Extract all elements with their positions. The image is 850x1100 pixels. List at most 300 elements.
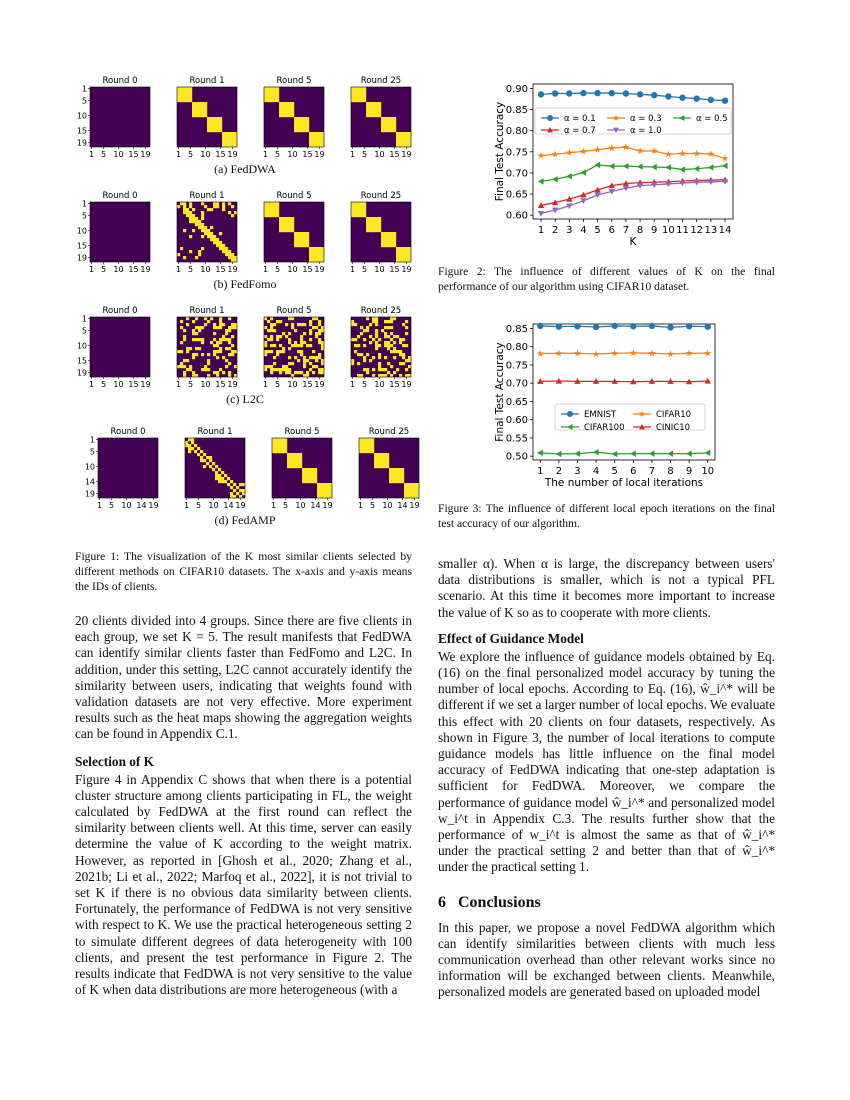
- x-tick-label: 19: [314, 265, 325, 274]
- y-tick-label: 15: [76, 241, 87, 251]
- heatmap-cell: [189, 250, 192, 253]
- heatmap-cell: [401, 471, 404, 474]
- heatmap-cell: [186, 208, 189, 211]
- heatmap-cell: [204, 229, 207, 232]
- heatmap-cell: [362, 447, 365, 450]
- heatmap-cell: [231, 326, 234, 329]
- heatmap-cell: [387, 362, 390, 365]
- heatmap-cell: [399, 338, 402, 341]
- heatmap-cell: [380, 459, 383, 462]
- heatmap-cell: [222, 247, 225, 250]
- heatmap-cell: [303, 126, 306, 129]
- heatmap-cell: [213, 238, 216, 241]
- heatmap-cell: [309, 329, 312, 332]
- heatmap-cell: [365, 444, 368, 447]
- heatmap-cell: [228, 371, 231, 374]
- heatmap-cell: [239, 489, 242, 492]
- heatmap-cell: [399, 350, 402, 353]
- heatmap-cell: [380, 462, 383, 465]
- heatmap-cell: [198, 253, 201, 256]
- heatmap-title: Round 25: [360, 76, 402, 86]
- heatmap-cell: [378, 220, 381, 223]
- heatmap-cell: [186, 99, 189, 102]
- heatmap-cell: [393, 335, 396, 338]
- heatmap-cell: [405, 326, 408, 329]
- heatmap-cell: [183, 229, 186, 232]
- heatmap-cell: [299, 456, 302, 459]
- right-paragraph-1: smaller α). When α is large, the discrepancy between users' data distributions is smaller, which is not a typical PFL scenario. At this time it becomes more important to increase the value of K so as to cooperate with more clients.: [438, 556, 775, 620]
- heatmap-cell: [282, 114, 285, 117]
- data-point: [547, 115, 553, 121]
- heatmap-cell: [306, 123, 309, 126]
- heatmap-cell: [192, 220, 195, 223]
- heatmap-cell: [204, 102, 207, 105]
- figure-1-caption-text: Figure 1: The visualization of the K most similar clients selected by different methods on CIFAR10 datasets. The x-axis and y-axis means the IDs of clients.: [75, 550, 412, 593]
- heatmap-cell: [359, 444, 362, 447]
- x-tick-label: 5: [187, 265, 194, 274]
- heatmap-cell: [279, 114, 282, 117]
- heatmap-cell: [276, 320, 279, 323]
- x-tick-label: 2: [555, 466, 563, 477]
- heatmap-cell: [183, 99, 186, 102]
- heatmap-cell: [357, 344, 360, 347]
- figure-1-heatmaps: [70, 68, 420, 538]
- heatmap-cell: [395, 477, 398, 480]
- heatmap-cell: [311, 468, 314, 471]
- heatmap-cell: [189, 235, 192, 238]
- heatmap-cell: [323, 486, 326, 489]
- data-point: [686, 323, 692, 329]
- heatmap-cell: [297, 241, 300, 244]
- heatmap-cell: [372, 217, 375, 220]
- heatmap-cell: [357, 87, 360, 90]
- heatmap-cell: [228, 138, 231, 141]
- heatmap-cell: [393, 350, 396, 353]
- heatmap-cell: [270, 344, 273, 347]
- y-axis-label: Final Test Accuracy: [494, 342, 506, 442]
- heatmap-cell: [267, 202, 270, 205]
- heatmap-cell: [390, 126, 393, 129]
- heatmap-cell: [398, 477, 401, 480]
- heatmap-cell: [392, 480, 395, 483]
- heatmap-cell: [374, 462, 377, 465]
- heatmap-cell: [207, 126, 210, 129]
- heatmap-cell: [384, 335, 387, 338]
- y-tick-label: 10: [76, 226, 87, 236]
- heatmap-cell: [291, 362, 294, 365]
- heatmap-cell: [306, 344, 309, 347]
- heatmap-cell: [317, 489, 320, 492]
- heatmap-cell: [279, 229, 282, 232]
- heatmap-cell: [399, 247, 402, 250]
- x-tick-label: 5: [369, 501, 376, 510]
- heatmap-cell: [285, 371, 288, 374]
- heatmap-cell: [270, 323, 273, 326]
- heatmap-cell: [189, 202, 192, 205]
- heatmap-cell: [368, 450, 371, 453]
- heatmap-cell: [222, 338, 225, 341]
- heatmap-cell: [276, 205, 279, 208]
- heatmap-cell: [384, 356, 387, 359]
- heatmap-cell: [219, 117, 222, 120]
- heatmap-cell: [297, 371, 300, 374]
- heatmap-cell: [228, 362, 231, 365]
- heatmap-cell: [294, 117, 297, 120]
- heatmap-cell: [291, 326, 294, 329]
- heatmap-cell: [267, 338, 270, 341]
- heatmap-cell: [219, 241, 222, 244]
- figure-2-caption: [438, 264, 775, 294]
- heatmap-cell: [366, 329, 369, 332]
- heatmap-cell: [282, 368, 285, 371]
- heatmap-cell: [396, 250, 399, 253]
- heatmap-cell: [177, 205, 180, 208]
- heatmap-cell: [318, 332, 321, 335]
- heatmap-cell: [309, 247, 312, 250]
- heatmap-cell: [219, 247, 222, 250]
- heatmap-cell: [293, 462, 296, 465]
- heatmap-cell: [381, 123, 384, 126]
- heatmap-cell: [299, 465, 302, 468]
- x-tick-label: 7: [622, 225, 630, 236]
- heatmap-cell: [315, 138, 318, 141]
- heatmap-cell: [279, 344, 282, 347]
- heatmap-cell: [231, 205, 234, 208]
- heatmap-cell: [387, 241, 390, 244]
- heatmap-cell: [264, 90, 267, 93]
- heatmap-cell: [387, 232, 390, 235]
- heatmap-cell: [375, 105, 378, 108]
- heatmap-cell: [291, 108, 294, 111]
- y-tick-label: 0.50: [505, 451, 528, 463]
- heatmap-cell: [378, 362, 381, 365]
- heatmap-cell: [279, 217, 282, 220]
- heatmap-cell: [405, 141, 408, 144]
- heatmap-cell: [288, 332, 291, 335]
- heatmap-cell: [288, 105, 291, 108]
- heatmap-cell: [290, 453, 293, 456]
- heatmap-background: [90, 202, 150, 262]
- heatmap-cell: [207, 120, 210, 123]
- heatmap-title: Round 0: [102, 306, 138, 316]
- heatmap-cell: [351, 90, 354, 93]
- heatmap-cell: [287, 465, 290, 468]
- heatmap-cell: [279, 368, 282, 371]
- heatmap-cell: [287, 459, 290, 462]
- heatmap-cell: [222, 335, 225, 338]
- heatmap-cell: [387, 117, 390, 120]
- heatmap-cell: [213, 241, 216, 244]
- heatmap-cell: [323, 492, 326, 495]
- heatmap-cell: [228, 250, 231, 253]
- heatmap-cell: [395, 471, 398, 474]
- heatmap-cell: [228, 341, 231, 344]
- heatmap-cell: [204, 114, 207, 117]
- y-tick-label: 0.55: [505, 433, 528, 445]
- heatmap-cell: [185, 444, 188, 447]
- heatmap-cell: [387, 235, 390, 238]
- heatmap-cell: [270, 202, 273, 205]
- heatmap-cell: [296, 459, 299, 462]
- plot-area: [533, 324, 715, 460]
- heatmap-cell: [393, 120, 396, 123]
- data-point: [705, 323, 711, 329]
- heatmap-cell: [288, 317, 291, 320]
- heatmap-cell: [284, 450, 287, 453]
- heatmap-cell: [183, 359, 186, 362]
- heatmap-cell: [392, 471, 395, 474]
- heatmap-cell: [351, 205, 354, 208]
- heatmap-cell: [398, 468, 401, 471]
- heatmap-cell: [389, 477, 392, 480]
- heatmap-cell: [285, 335, 288, 338]
- heatmap-cell: [228, 211, 231, 214]
- heatmap-background: [98, 438, 158, 498]
- heatmap-cell: [294, 371, 297, 374]
- heatmap-cell: [372, 114, 375, 117]
- heatmap-cell: [378, 344, 381, 347]
- heatmap-cell: [296, 465, 299, 468]
- heatmap-cell: [231, 353, 234, 356]
- heatmap-cell: [399, 141, 402, 144]
- heatmap-cell: [294, 341, 297, 344]
- x-tick-label: 1: [349, 380, 356, 389]
- heatmap-cell: [392, 477, 395, 480]
- heatmap-cell: [222, 138, 225, 141]
- heatmap-cell: [281, 450, 284, 453]
- heatmap-cell: [360, 99, 363, 102]
- heatmap-cell: [363, 211, 366, 214]
- x-tick-label: 1: [357, 501, 364, 510]
- heatmap-cell: [357, 208, 360, 211]
- heatmap-cell: [198, 226, 201, 229]
- heatmap-cell: [291, 229, 294, 232]
- heatmap-cell: [216, 126, 219, 129]
- heatmap-cell: [186, 350, 189, 353]
- heatmap-cell: [207, 232, 210, 235]
- heatmap-cell: [357, 353, 360, 356]
- heatmap-row-3: [77, 306, 412, 389]
- heatmap-cell: [291, 323, 294, 326]
- heatmap-cell: [294, 126, 297, 129]
- section-number: 6: [438, 893, 446, 911]
- heatmap-cell: [300, 335, 303, 338]
- heatmap-cell: [222, 202, 225, 205]
- heatmap-cell: [393, 244, 396, 247]
- heatmap-cell: [303, 235, 306, 238]
- heatmap-cell: [231, 135, 234, 138]
- heatmap-cell: [405, 250, 408, 253]
- heatmap-cell: [198, 108, 201, 111]
- heatmap-cell: [204, 232, 207, 235]
- heatmap-cell: [314, 468, 317, 471]
- heatmap-cell: [185, 441, 188, 444]
- heatmap-cell: [390, 241, 393, 244]
- heatmap-cell: [303, 323, 306, 326]
- heatmap-cell: [374, 459, 377, 462]
- x-tick-label: 5: [195, 501, 202, 510]
- x-tick-label: 10: [113, 265, 124, 274]
- heatmap-cell: [219, 120, 222, 123]
- heatmap-cell: [377, 465, 380, 468]
- heatmap-cell: [213, 205, 216, 208]
- heatmap-cell: [386, 456, 389, 459]
- heatmap-cell: [387, 326, 390, 329]
- x-axis-label: K: [629, 236, 637, 248]
- heatmap-cell: [216, 241, 219, 244]
- heatmap-cell: [383, 456, 386, 459]
- heatmap-cell: [228, 326, 231, 329]
- heatmap-cell: [231, 323, 234, 326]
- heatmap-cell: [219, 347, 222, 350]
- heatmap-cell: [393, 129, 396, 132]
- heatmap-cell: [393, 117, 396, 120]
- heatmap-cell: [360, 353, 363, 356]
- x-tick-label: 9: [651, 225, 658, 236]
- x-tick-label: 10: [701, 466, 715, 477]
- heatmap-cell: [368, 447, 371, 450]
- heatmap-cell: [204, 317, 207, 320]
- heatmap-cell: [410, 489, 413, 492]
- heatmap-cell: [354, 205, 357, 208]
- heatmap-cell: [369, 111, 372, 114]
- heatmap-cell: [366, 220, 369, 223]
- heatmap-cell: [180, 350, 183, 353]
- data-point: [538, 91, 544, 97]
- heatmap-cell: [228, 353, 231, 356]
- heatmap-cell: [309, 250, 312, 253]
- y-tick-label: 0.85: [505, 105, 528, 117]
- heatmap-cell: [396, 247, 399, 250]
- heatmap-cell: [315, 332, 318, 335]
- series-line: [540, 381, 707, 382]
- heatmap-cell: [177, 87, 180, 90]
- heatmap-cell: [222, 135, 225, 138]
- heatmap-cell: [279, 371, 282, 374]
- heatmap-cell: [186, 368, 189, 371]
- heatmap-cell: [272, 438, 275, 441]
- heatmap-cell: [264, 96, 267, 99]
- x-tick-label: 3: [566, 225, 573, 236]
- heatmap-cell: [285, 108, 288, 111]
- heatmap-cell: [288, 111, 291, 114]
- heatmap-cell: [282, 350, 285, 353]
- heatmap-cell: [267, 320, 270, 323]
- heatmap-cell: [363, 96, 366, 99]
- heatmap-cell: [183, 205, 186, 208]
- heatmap-cell: [351, 214, 354, 217]
- x-tick-label: 19: [235, 501, 246, 510]
- heatmap-cell: [198, 105, 201, 108]
- heatmap-cell: [300, 126, 303, 129]
- heatmap-cell: [186, 93, 189, 96]
- heatmap-cell: [228, 347, 231, 350]
- heatmap-cell: [270, 335, 273, 338]
- heatmap-cell: [264, 317, 267, 320]
- heatmap-cell: [369, 220, 372, 223]
- heatmap-cell: [210, 129, 213, 132]
- y-tick-label: 0.70: [505, 168, 528, 180]
- heatmap-cell: [183, 338, 186, 341]
- selection-of-k-heading: Selection of K: [75, 753, 155, 769]
- heatmap-cell: [291, 105, 294, 108]
- heatmap-title: Round 5: [284, 427, 320, 437]
- heatmap-cell: [186, 347, 189, 350]
- heatmap-cell: [377, 459, 380, 462]
- heatmap-cell: [267, 214, 270, 217]
- heatmap-cell: [300, 117, 303, 120]
- heatmap-cell: [360, 90, 363, 93]
- heatmap-cell: [363, 99, 366, 102]
- heatmap-cell: [183, 96, 186, 99]
- heatmap-cell: [282, 332, 285, 335]
- heatmap-cell: [273, 323, 276, 326]
- heatmap-title: Round 25: [368, 427, 410, 437]
- heatmap-cell: [318, 141, 321, 144]
- heatmap-cell: [273, 99, 276, 102]
- x-tick-label: 10: [662, 225, 675, 236]
- heatmap-cell: [384, 126, 387, 129]
- heatmap-cell: [354, 87, 357, 90]
- heatmap-cell: [272, 444, 275, 447]
- heatmap-cell: [210, 341, 213, 344]
- heatmap-cell: [362, 441, 365, 444]
- heatmap-cell: [215, 471, 218, 474]
- heatmap-cell: [402, 353, 405, 356]
- heatmap: [350, 76, 412, 159]
- heatmap-cell: [212, 462, 215, 465]
- heatmap-cell: [282, 220, 285, 223]
- heatmap-cell: [264, 368, 267, 371]
- heatmap-cell: [177, 365, 180, 368]
- data-point: [593, 324, 599, 330]
- heatmap-cell: [273, 90, 276, 93]
- heatmap-cell: [369, 226, 372, 229]
- heatmap-cell: [300, 232, 303, 235]
- heatmap-cell: [228, 132, 231, 135]
- heatmap-cell: [351, 96, 354, 99]
- y-tick-label: 1: [81, 314, 87, 324]
- heatmap-cell: [198, 114, 201, 117]
- heatmap-cell: [222, 371, 225, 374]
- heatmap-cell: [369, 223, 372, 226]
- heatmap-cell: [222, 132, 225, 135]
- heatmap-cell: [369, 217, 372, 220]
- heatmap-cell: [389, 480, 392, 483]
- x-tick-label: 19: [314, 150, 325, 159]
- x-tick-label: 15: [128, 380, 139, 389]
- heatmap-cell: [303, 241, 306, 244]
- heatmap-cell: [311, 480, 314, 483]
- heatmap-title: Round 5: [276, 191, 312, 201]
- x-tick-label: 6: [608, 225, 615, 236]
- heatmap-cell: [303, 244, 306, 247]
- heatmap-cell: [275, 450, 278, 453]
- heatmap-cell: [354, 93, 357, 96]
- heatmap-cell: [180, 96, 183, 99]
- heatmap-cell: [270, 90, 273, 93]
- heatmap-cell: [189, 211, 192, 214]
- heatmap-cell: [210, 238, 213, 241]
- heatmap-cell: [288, 229, 291, 232]
- heatmap-cell: [384, 341, 387, 344]
- heatmap-cell: [390, 326, 393, 329]
- heatmap-cell: [210, 123, 213, 126]
- heatmap-cell: [180, 320, 183, 323]
- data-point: [708, 97, 714, 103]
- heatmap-cell: [378, 368, 381, 371]
- heatmap-cell: [371, 438, 374, 441]
